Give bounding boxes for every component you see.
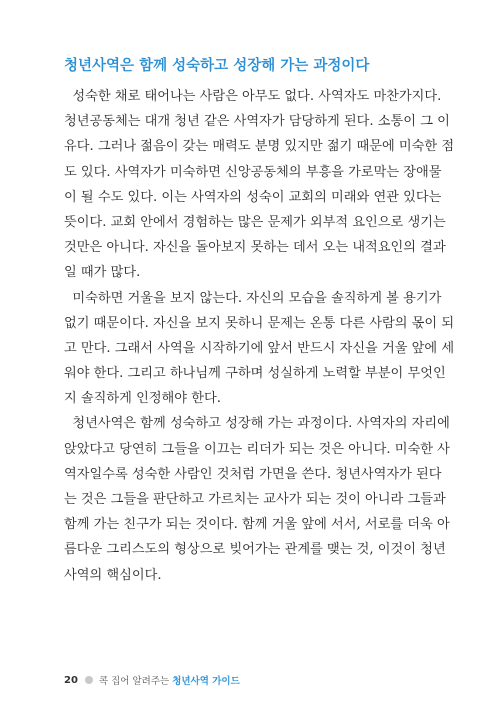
paragraph-line: 도 있다. 사역자가 미숙하면 신앙공동체의 부흥을 가로막는 장애물 [64, 164, 442, 180]
series-label: 콕 집어 알려주는 [98, 676, 170, 687]
paragraph-line: 지 솔직하게 인정해야 한다. [64, 391, 221, 407]
paragraph-line: 일 때가 많다. [64, 265, 141, 281]
paragraph-line: 역자일수록 성숙한 사람인 것처럼 가면을 쓴다. 청년사역자가 된다 [64, 466, 442, 482]
paragraph-line: 름다운 그리스도의 형상으로 빚어가는 관계를 맺는 것, 이것이 청년 [64, 542, 446, 558]
paragraph-line: 청년공동체는 대개 청년 같은 사역자가 담당하게 된다. 소통이 그 이 [64, 114, 450, 130]
paragraph-line: 사역의 핵심이다. [64, 567, 162, 583]
paragraph-line: 워야 한다. 그리고 하나님께 구하며 성실하게 노력할 부분이 무엇인 [64, 366, 446, 382]
paragraph-line: 성숙한 채로 태어나는 사람은 아무도 없다. 사역자도 마찬가지다. [64, 89, 442, 104]
paragraph-line: 청년사역은 함께 성숙하고 성장해 가는 과정이다. 사역자의 자리에 [64, 416, 450, 432]
paragraph-line: 뜻이다. 교회 안에서 경험하는 많은 문제가 외부적 요인으로 생기는 [64, 214, 446, 230]
paragraph-line: 없기 때문이다. 자신을 보지 못하니 문제는 온통 다른 사람의 몫이 되 [64, 315, 455, 331]
paragraph-line: 고 만다. 그래서 사역을 시작하기에 앞서 반드시 자신을 거울 앞에 세 [64, 340, 455, 356]
paragraph-line: 는 것은 그들을 판단하고 가르치는 교사가 되는 것이 아니라 그들과 [64, 492, 446, 507]
paragraph-line: 이 될 수도 있다. 이는 사역자의 성숙이 교회의 미래와 연관 있다는 [64, 189, 442, 205]
page-footer [64, 673, 240, 687]
paragraph-line: 유다. 그러나 젊음이 갖는 매력도 분명 있지만 젊기 때문에 미숙한 점 [64, 139, 455, 155]
body-text [64, 84, 455, 588]
paragraph-line: 것만은 아니다. 자신을 돌아보지 못하는 데서 오는 내적요인의 결과 [64, 240, 446, 256]
section-heading: 청년사역은 함께 성숙하고 성장해 가는 과정이다 [64, 58, 370, 74]
book-title: 청년사역 가이드 [172, 676, 240, 687]
paragraph-line: 앉았다고 당연히 그들을 이끄는 리더가 되는 것은 아니다. 미숙한 사 [64, 441, 450, 457]
paragraph-line: 미숙하면 거울을 보지 않는다. 자신의 모습을 솔직하게 볼 용기가 [64, 290, 442, 306]
page-number: 20 [64, 674, 78, 686]
paragraph-line: 함께 가는 친구가 되는 것이다. 함께 거울 앞에 서서, 서로를 더욱 아 [64, 517, 450, 533]
bullet-dot-icon [85, 676, 93, 684]
